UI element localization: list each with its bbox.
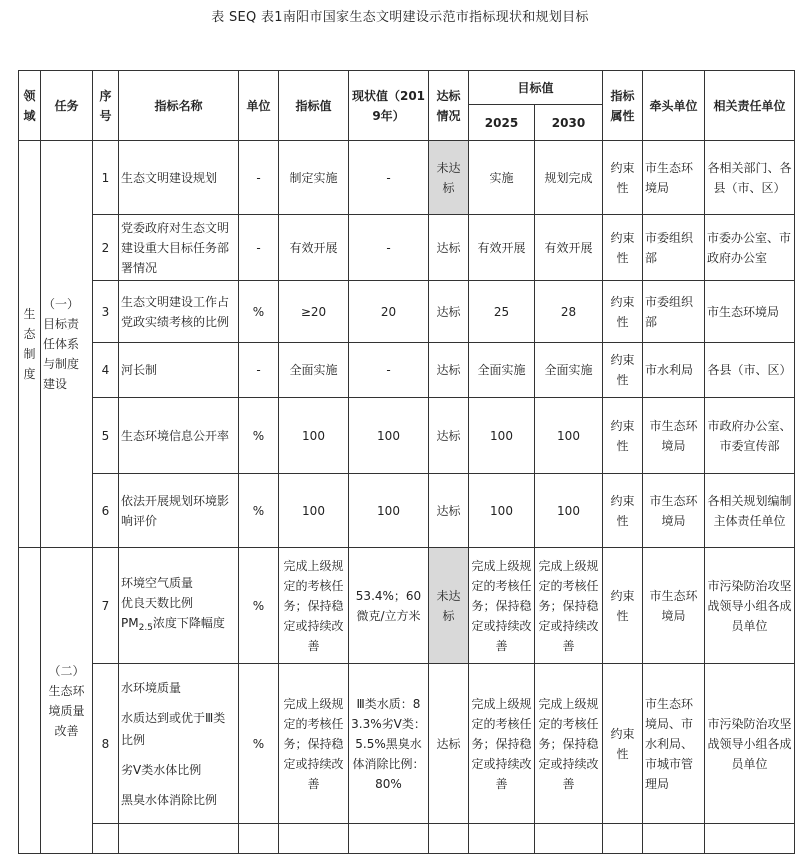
lead-cell: 市水利局: [643, 343, 705, 398]
attr-cell: 约束性: [603, 281, 643, 343]
value-cell: 完成上级规定的考核任务；保持稳定或持续改善: [279, 548, 349, 664]
table-row: [19, 548, 795, 664]
value-cell: 全面实施: [279, 343, 349, 398]
status-cell: 达标: [429, 664, 469, 824]
name-cell: [119, 664, 239, 824]
table-row: [19, 215, 795, 281]
resp-cell: 市污染防治攻坚战领导小组各成员单位: [705, 548, 795, 664]
name-line: [121, 613, 236, 638]
resp-cell: 各相关部门、各县（市、区）: [705, 141, 795, 215]
name-line: 黑臭水体消除比例: [121, 792, 218, 807]
target-2030-cell: 规划完成: [535, 141, 603, 215]
indicator-table: [18, 70, 795, 854]
header-2030: 2030: [535, 105, 603, 141]
status-cell: 达标: [429, 398, 469, 474]
value-cell: 100: [279, 398, 349, 474]
value-cell: ≥20: [279, 281, 349, 343]
lead-cell: 市生态环境局: [643, 141, 705, 215]
target-2025-cell: 25: [469, 281, 535, 343]
pm-tail: 浓度下降幅度: [152, 616, 225, 630]
name-line: 优良天数比例: [121, 596, 194, 610]
header-lead: 牵头单位: [643, 71, 705, 141]
unit-cell: %: [239, 281, 279, 343]
table-caption: 表 SEQ 表1南阳市国家生态文明建设示范市指标现状和规划目标: [211, 10, 589, 25]
status-cell: 未达标: [429, 141, 469, 215]
lead-cell: 市委组织部: [643, 215, 705, 281]
name-cell: 生态环境信息公开率: [119, 398, 239, 474]
target-2025-cell: 完成上级规定的考核任务；保持稳定或持续改善: [469, 664, 535, 824]
current-cell: Ⅲ类水质：83.3%劣Ⅴ类：5.5%黑臭水体消除比例：80%: [349, 664, 429, 824]
current-cell: 100: [349, 474, 429, 548]
target-2025-cell: 完成上级规定的考核任务；保持稳定或持续改善: [469, 548, 535, 664]
resp-cell: 市政府办公室、市委宣传部: [705, 398, 795, 474]
resp-cell: 市委办公室、市政府办公室: [705, 215, 795, 281]
attr-cell: 约束性: [603, 664, 643, 824]
value-cell: 制定实施: [279, 141, 349, 215]
task-cell: （一）目标责任体系与制度建设: [41, 141, 93, 548]
header-target: 目标值: [469, 71, 603, 105]
seq-cell: 1: [93, 141, 119, 215]
resp-cell: 各相关规划编制主体责任单位: [705, 474, 795, 548]
lead-cell: 市生态环境局: [643, 398, 705, 474]
table-row: [19, 141, 795, 215]
name-cell: 党委政府对生态文明建设重大目标任务部署情况: [119, 215, 239, 281]
task-cell: （二）生态环境质量改善: [41, 548, 93, 854]
table-row: [19, 343, 795, 398]
unit-cell: -: [239, 343, 279, 398]
current-cell: 100: [349, 398, 429, 474]
name-line: 水环境质量: [121, 680, 182, 695]
name-line: 环境空气质量: [121, 576, 194, 590]
name-cell: 生态文明建设规划: [119, 141, 239, 215]
status-cell: 达标: [429, 343, 469, 398]
attr-cell: 约束性: [603, 474, 643, 548]
target-2025-cell: 全面实施: [469, 343, 535, 398]
target-2025-cell: 有效开展: [469, 215, 535, 281]
lead-cell: 市生态环境局、市水利局、市城市管理局: [643, 664, 705, 824]
target-2030-cell: 28: [535, 281, 603, 343]
header-resp: 相关责任单位: [705, 71, 795, 141]
unit-cell: -: [239, 141, 279, 215]
status-cell: 未达标: [429, 548, 469, 664]
seq-cell: 7: [93, 548, 119, 664]
seq-cell: 2: [93, 215, 119, 281]
name-line: 水质达到或优于Ⅲ类比例: [121, 710, 226, 747]
target-2025-cell: 100: [469, 398, 535, 474]
unit-cell: %: [239, 548, 279, 664]
target-2030-cell: 有效开展: [535, 215, 603, 281]
resp-cell: 各县（市、区）: [705, 343, 795, 398]
attr-cell: 约束性: [603, 215, 643, 281]
unit-cell: %: [239, 398, 279, 474]
table-row: [19, 398, 795, 474]
target-2025-cell: 实施: [469, 141, 535, 215]
attr-cell: 约束性: [603, 141, 643, 215]
header-row: [19, 71, 795, 105]
domain-cell: 生态制度: [19, 141, 41, 548]
seq-cell: 4: [93, 343, 119, 398]
attr-cell: 约束性: [603, 398, 643, 474]
attr-cell: 约束性: [603, 548, 643, 664]
name-line: 劣Ⅴ类水体比例: [121, 762, 202, 777]
seq-cell: 6: [93, 474, 119, 548]
target-2030-cell: 全面实施: [535, 343, 603, 398]
target-2030-cell: 100: [535, 398, 603, 474]
seq-cell: 3: [93, 281, 119, 343]
resp-cell: 市污染防治攻坚战领导小组各成员单位: [705, 664, 795, 824]
current-cell: -: [349, 141, 429, 215]
table-row: [19, 281, 795, 343]
header-2025: 2025: [469, 105, 535, 141]
status-cell: 达标: [429, 281, 469, 343]
status-cell: 达标: [429, 215, 469, 281]
table-row-partial: [19, 824, 795, 854]
pm-subscript: 2.5: [138, 623, 153, 633]
pm-label: PM: [121, 616, 139, 630]
current-cell: -: [349, 215, 429, 281]
header-current: 现状值（2019年）: [349, 71, 429, 141]
unit-cell: -: [239, 215, 279, 281]
value-cell: 完成上级规定的考核任务；保持稳定或持续改善: [279, 664, 349, 824]
status-cell: 达标: [429, 474, 469, 548]
header-attr: 指标属性: [603, 71, 643, 141]
current-cell: 20: [349, 281, 429, 343]
name-cell: 生态文明建设工作占党政实绩考核的比例: [119, 281, 239, 343]
resp-cell: 市生态环境局: [705, 281, 795, 343]
header-task: 任务: [41, 71, 93, 141]
header-seq: 序号: [93, 71, 119, 141]
header-status: 达标情况: [429, 71, 469, 141]
name-cell: 河长制: [119, 343, 239, 398]
value-cell: 有效开展: [279, 215, 349, 281]
name-cell: 依法开展规划环境影响评价: [119, 474, 239, 548]
header-name: 指标名称: [119, 71, 239, 141]
name-cell: [119, 548, 239, 664]
lead-cell: 市生态环境局: [643, 548, 705, 664]
target-2030-cell: 完成上级规定的考核任务；保持稳定或持续改善: [535, 664, 603, 824]
target-2030-cell: 100: [535, 474, 603, 548]
seq-cell: 5: [93, 398, 119, 474]
header-unit: 单位: [239, 71, 279, 141]
target-2030-cell: 完成上级规定的考核任务；保持稳定或持续改善: [535, 548, 603, 664]
attr-cell: 约束性: [603, 343, 643, 398]
lead-cell: 市委组织部: [643, 281, 705, 343]
header-value: 指标值: [279, 71, 349, 141]
value-cell: 100: [279, 474, 349, 548]
domain-cell-continued: [19, 548, 41, 854]
header-domain: 领域: [19, 71, 41, 141]
table-row: [19, 474, 795, 548]
seq-cell: 8: [93, 664, 119, 824]
lead-cell: 市生态环境局: [643, 474, 705, 548]
table-row: [19, 664, 795, 824]
target-2025-cell: 100: [469, 474, 535, 548]
unit-cell: %: [239, 474, 279, 548]
unit-cell: %: [239, 664, 279, 824]
current-cell: 53.4%；60微克/立方米: [349, 548, 429, 664]
current-cell: -: [349, 343, 429, 398]
